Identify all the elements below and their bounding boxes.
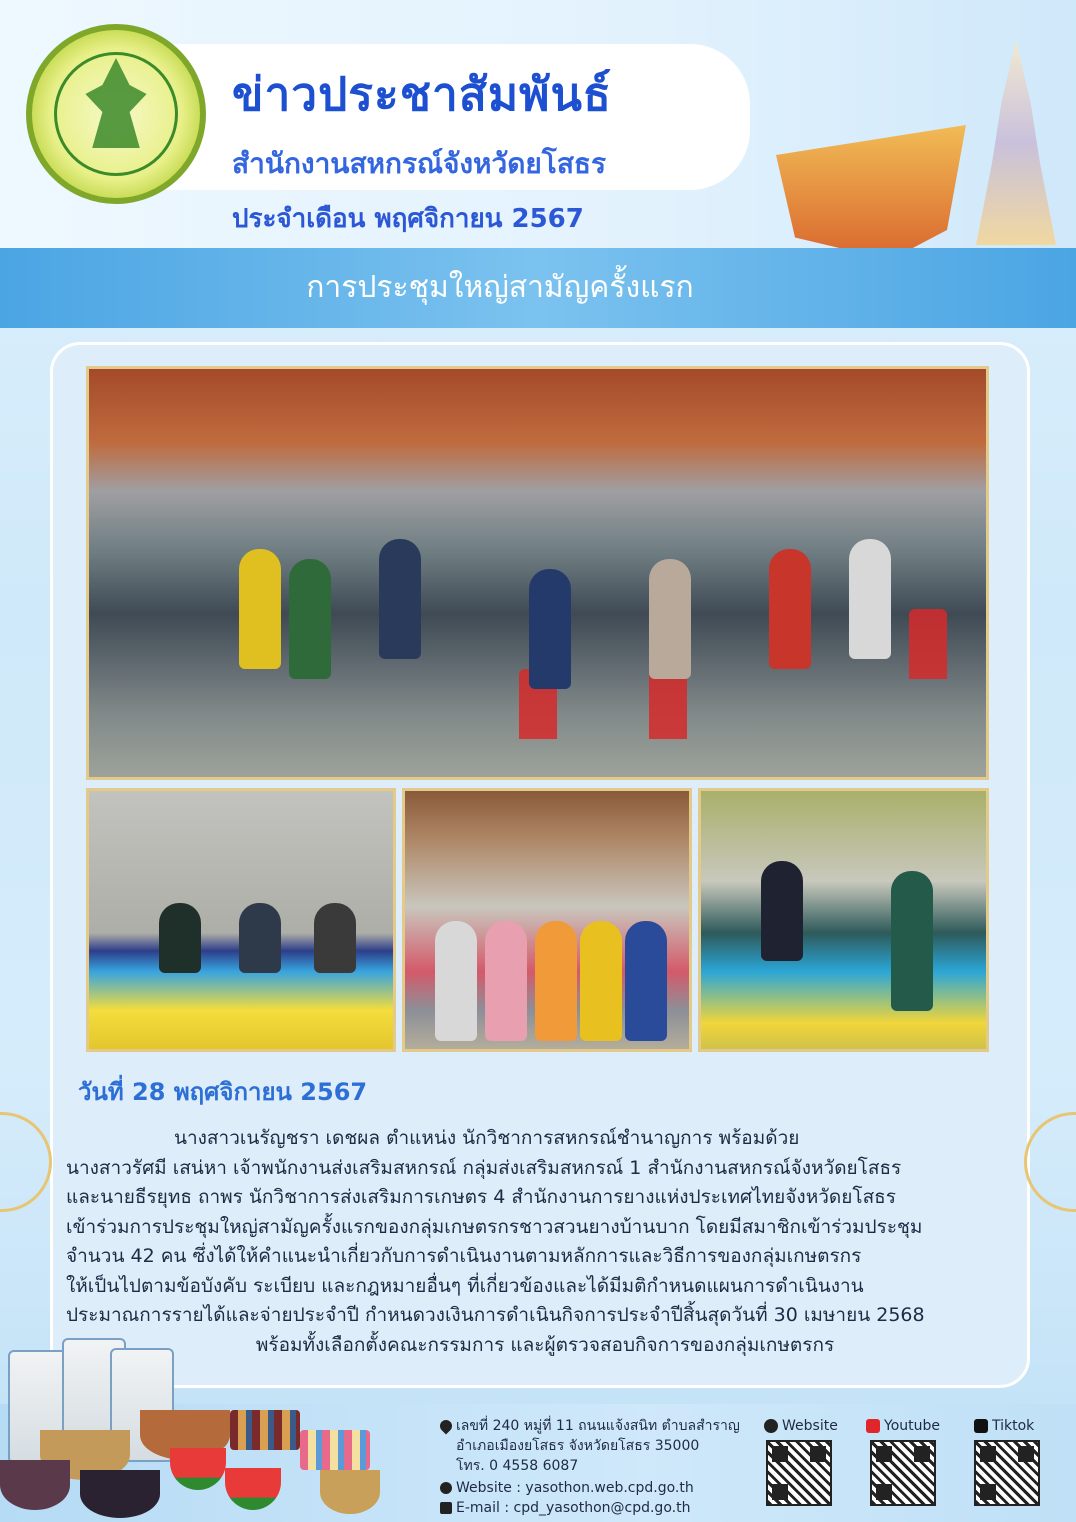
social-youtube[interactable] (866, 1418, 940, 1434)
attendee (289, 559, 331, 679)
website-qr-code[interactable] (766, 1440, 832, 1506)
sticky-rice-basket-image (320, 1470, 380, 1514)
attendee (529, 569, 571, 689)
watermelon-image (170, 1448, 226, 1490)
attendee (769, 549, 811, 669)
member (535, 921, 577, 1041)
article-line: นางสาวรัศมี เสน่หา เจ้าพนักงานส่งเสริมสหกรณ์ กลุ่มส่งเสริมสหกรณ์ 1 สำนักงานสหกรณ์จังหวัดยโสธร (66, 1156, 902, 1179)
social-website[interactable] (764, 1418, 838, 1434)
location-pin-icon (438, 1418, 455, 1435)
official (239, 903, 281, 973)
ornament-right (1024, 1112, 1076, 1212)
meeting-photo-group (402, 788, 692, 1052)
phone-number: โทร. 0 4558 6087 (456, 1458, 579, 1474)
member (435, 921, 477, 1041)
woven-cloth-image (300, 1430, 370, 1470)
envelope-icon (440, 1502, 452, 1514)
article-line: ประมาณการรายได้และจ่ายประจำปี กำหนดวงเงินการดำเนินกิจการประจำปีสิ้นสุดวันที่ 30 เมษายน 2568 (66, 1304, 925, 1326)
cooperative-department-logo (26, 24, 206, 204)
youtube-qr-code[interactable] (870, 1440, 936, 1506)
local-products-illustration (0, 1330, 420, 1522)
social-label: Website (782, 1418, 838, 1434)
meeting-photo-main (86, 366, 989, 780)
address-line-1: เลขที่ 240 หมู่ที่ 11 ถนนแจ้งสนิท ตำบลสำราญ (456, 1418, 740, 1434)
youtube-icon (866, 1419, 880, 1433)
attendee (849, 539, 891, 659)
newsletter-title: ข่าวประชาสัมพันธ์ (232, 67, 613, 121)
social-tiktok[interactable] (974, 1418, 1034, 1434)
globe-icon (764, 1419, 778, 1433)
black-rice-image (0, 1460, 70, 1510)
attendee (649, 559, 691, 679)
member (580, 921, 622, 1041)
official (159, 903, 201, 973)
staff-member (761, 861, 803, 961)
red-chair (649, 669, 687, 739)
social-label: Tiktok (992, 1418, 1035, 1434)
article-body (66, 1124, 1024, 1360)
meeting-photo-officials-table (86, 788, 396, 1052)
article-line: พร้อมทั้งเลือกตั้งคณะกรรมการ และผู้ตรวจสอบกิจการของกลุ่มเกษตรกร (255, 1333, 835, 1356)
attendee (239, 549, 281, 669)
header (0, 0, 1076, 248)
article-line: และนายธีรยุทธ ถาพร นักวิชาการส่งเสริมการเกษตร 4 สำนักงานการยางแห่งประเทศไทยจังหวัดยโสธร (66, 1186, 896, 1208)
event-date: วันที่ 28 พฤศจิกายน 2567 (78, 1078, 368, 1106)
triangle-pillow-image (230, 1410, 300, 1450)
official (314, 903, 356, 973)
red-chair (909, 609, 947, 679)
social-label: Youtube (884, 1418, 940, 1434)
member (625, 921, 667, 1041)
address-line-2: อำเภอเมืองยโสธร จังหวัดยโสธร 35000 (456, 1438, 700, 1454)
attendee (379, 539, 421, 659)
ornament-left (0, 1112, 52, 1212)
article-line: เข้าร่วมการประชุมใหญ่สามัญครั้งแรกของกลุ่มเกษตรกรชาวสวนยางบ้านบาก โดยมีสมาชิกเข้าร่วมประชุม (66, 1215, 923, 1238)
office-name: สำนักงานสหกรณ์จังหวัดยโสธร (232, 147, 607, 180)
issue-month: ประจำเดือน พฤศจิกายน 2567 (232, 204, 584, 234)
watermelon-image (225, 1468, 281, 1510)
member (485, 921, 527, 1041)
member (891, 871, 933, 1011)
temple-festival-illustration (776, 40, 1076, 248)
meeting-photo-registration (698, 788, 989, 1052)
headline-banner (0, 248, 1076, 328)
stupa-image (976, 40, 1056, 245)
email-address[interactable]: E-mail : cpd_yasothon@cpd.go.th (456, 1500, 691, 1516)
tiktok-icon (974, 1419, 988, 1433)
headline-text: การประชุมใหญ่สามัญครั้งแรก (306, 270, 694, 305)
globe-icon (440, 1482, 452, 1494)
riceberry-image (80, 1470, 160, 1518)
article-line: ให้เป็นไปตามข้อบังคับ ระเบียบ และกฎหมายอื่นๆ ที่เกี่ยวข้องและได้มีมติกำหนดแผนการดำเนินงาน (66, 1274, 864, 1297)
article-line: จำนวน 42 คน ซึ่งได้ให้คำแนะนำเกี่ยวกับการดำเนินงานตามหลักการและวิธีการของกลุ่มเกษตรกร (66, 1245, 862, 1267)
article-line: นางสาวเนรัญชรา เดชผล ตำแหน่ง นักวิชาการสหกรณ์ชำนาญการ พร้อมด้วย (174, 1127, 800, 1149)
website-url[interactable]: Website : yasothon.web.cpd.go.th (456, 1480, 694, 1496)
tiktok-qr-code[interactable] (974, 1440, 1040, 1506)
rocket-boat-image (776, 110, 966, 260)
